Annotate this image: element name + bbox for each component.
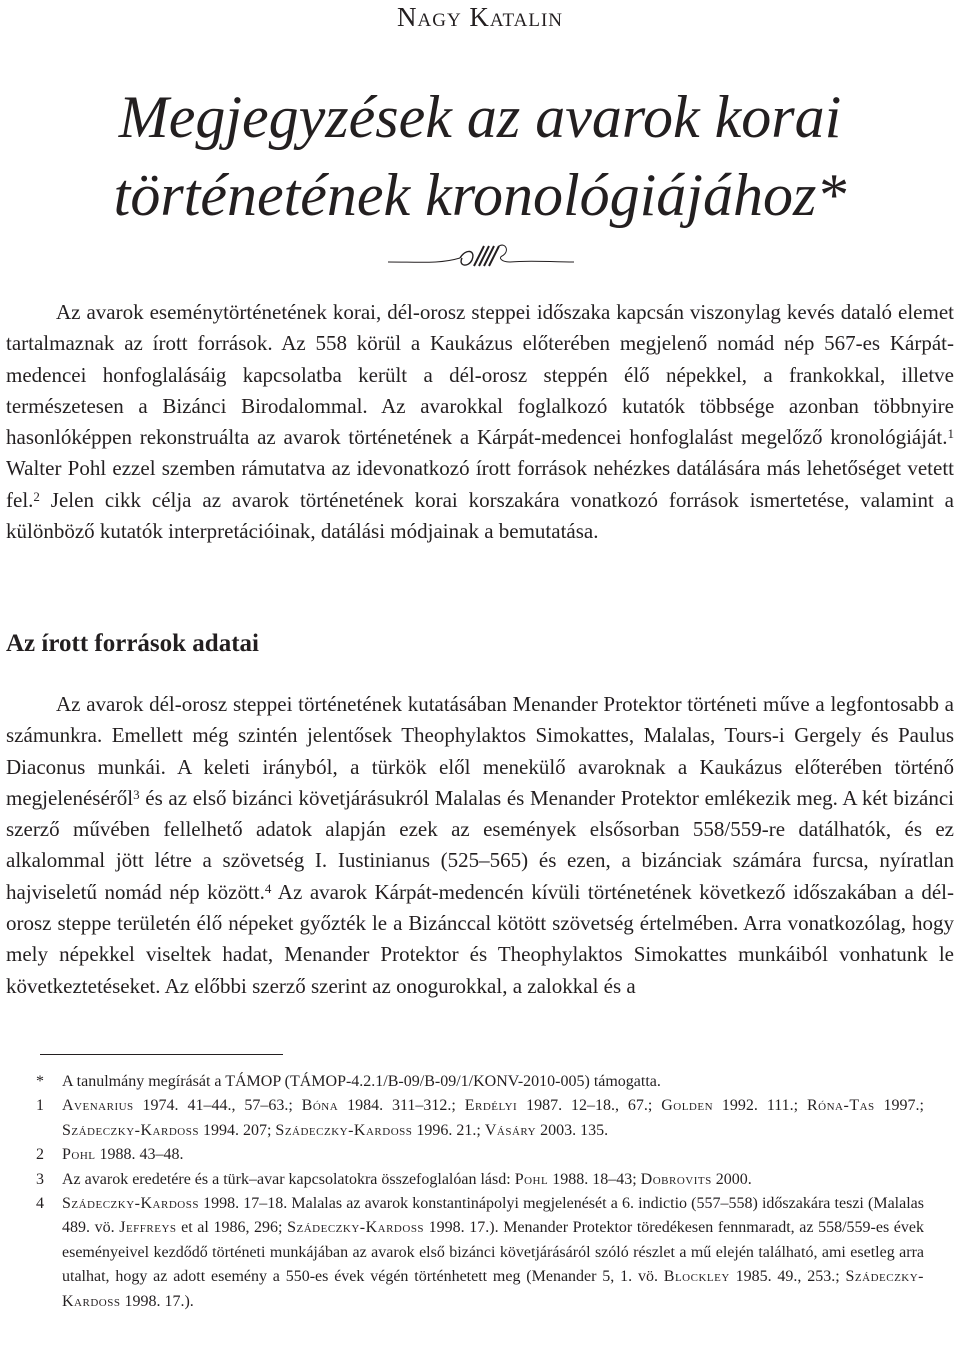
footnote-fragment: 1992. 111.; (713, 1097, 807, 1115)
author-citation: Szádeczky-Kardoss (62, 1121, 199, 1139)
intro-text-b: Walter Pohl ezzel szemben rámutatva az idevonatkozó írott források nehézkes datálására más lehetőséget vetett fel. (6, 456, 954, 512)
section-heading: Az írott források adatai (6, 630, 259, 657)
footnote-text (62, 1143, 924, 1167)
footnote-mark: 2 (36, 1146, 44, 1164)
footnote-mark: 4 (36, 1195, 44, 1213)
author-citation: Dobrovits (640, 1170, 712, 1188)
footnote-fragment: 1988. 18–43; (548, 1170, 641, 1188)
footnote-fragment: 2000. (711, 1170, 752, 1188)
footnote-divider (40, 1054, 283, 1055)
author-citation: Erdélyi (464, 1097, 518, 1115)
footnote-mark: * (36, 1073, 44, 1090)
author-citation: Szádeczky-Kardoss (287, 1219, 425, 1237)
intro-text-a: Az avarok eseménytörténetének korai, dél-orosz steppei időszaka kapcsán viszonylag kevés dataló elemet tartalmaznak az írott források. Az 558 körül a Kaukázus előterében megjelenő nomád nép 567-es Kárpát-medencei honfoglalásáig kapcsolatba került a dél-orosz steppén élő népekkel, a frankokkal, illetve természetesen a Bizánci Birodalommal. Az avarokkal foglalkozó kutatók többsége azonban többnyire hasonlóképpen rekonstruálta az avarok történetének a Kárpát-medencei honfoglalást megelőző kronológiáját. (6, 300, 954, 450)
footnote-fragment: 1994. 207; (198, 1121, 276, 1139)
footnote-text (62, 1192, 924, 1314)
footnote-ref-2[interactable]: 2 (33, 488, 40, 504)
footnote-fragment: 1998. 17–18. Malalas az avarok konstantinápolyi megjelenését a 6. indictio (557–558) időszakára teszi (Malalas 489. vö. (62, 1195, 924, 1237)
footnote-fragment: A tanulmány megírását a TÁMOP (TÁMOP-4.2.1/B-09/B-09/1/KONV-2010-005) támogatta. (62, 1073, 661, 1090)
intro-text-c: Jelen cikk célja az avarok történetének korai korszakára vonatkozó források ismertetése, valamint a különböző kutatók interpretációinak, datálási módjainak a bemutatása. (6, 487, 954, 544)
footnote-fragment: 2003. 135. (536, 1121, 609, 1139)
running-head-author: Nagy Katalin (397, 2, 563, 32)
footnote-item (36, 1070, 924, 1094)
author-citation: Blockley (663, 1268, 730, 1286)
footnote-fragment: Az avarok eredetére és a türk–avar kapcsolatokra összefoglalóan lásd: (62, 1170, 515, 1188)
footnote-fragment: 1984. 311–312.; (338, 1097, 465, 1115)
footnote-item (36, 1168, 924, 1192)
footnotes-block (36, 1070, 924, 1314)
article-title (0, 78, 960, 234)
author-citation: Pohl (514, 1170, 549, 1188)
author-citation: Szádeczky-Kardoss (62, 1195, 199, 1213)
author-citation: Vásáry (484, 1121, 537, 1139)
section-text-b: és az első bizánci követjárásukról Malalas és Menander Protektor emlékezik meg. A két bizánci szerző művében fellelhető adatok alapján ezek az események elsősorban 558/559-re datálhatók, és ez alkalommal jött létre a szövetség I. Iustinianus (525–565) és ezen, a bizánciak számára furcsa, nyíratlan hajviseletű nomád nép között. (6, 785, 954, 904)
footnote-fragment: 1998. 17.). Menander Protektor töredékesen fennmaradt, az 558/559-es évek eseményeivel kezdődő történeti munkájában az avarok első bizánci követjárásáról szóló részlet a mű elején található, ami esetleg arra utalhat, hogy az adott esemény a 550-es évek végén történhetett meg (Menander 5, 1. vö. (62, 1219, 925, 1286)
author-citation: Bóna (301, 1097, 339, 1115)
section-text-a: Az avarok dél-orosz steppei történetének kutatásában Menander Protektor történeti műve a legfontosabb a számunkra. Emellett még szintén jelentősek Theophylaktos Simokattes, Malalas, Tours-i Gergely és Paulus Diaconus munkái. A keleti irányból, a türkök elől menekülő avaroknak a Kaukázus előterében történő megjelenéséről (6, 692, 954, 810)
footnote-fragment: 1996. 21.; (412, 1121, 485, 1139)
footnote-item (36, 1094, 924, 1143)
footnote-fragment: 1974. 41–44., 57–63.; (133, 1097, 302, 1115)
author-citation: Szádeczky-Kardoss (275, 1121, 413, 1139)
footnote-fragment: 1998. 17.). (120, 1292, 194, 1310)
title-line-2: történetének kronológiájához* (113, 162, 847, 228)
footnote-fragment: 1987. 12–18., 67.; (517, 1097, 662, 1115)
footnote-item (36, 1192, 924, 1314)
footnote-fragment: 1988. 43–48. (95, 1146, 184, 1164)
intro-paragraph (6, 297, 954, 547)
footnote-mark: 3 (36, 1170, 44, 1188)
footnote-fragment: 1997.; (874, 1097, 924, 1115)
author-citation: Szádeczky-Kardoss (62, 1268, 925, 1310)
footnote-ref-1[interactable]: 1 (947, 426, 954, 442)
author-citation: Jeffreys (119, 1219, 177, 1237)
footnote-fragment: 1985. 49., 253.; (729, 1268, 846, 1286)
footnote-ref-3[interactable]: 3 (133, 786, 140, 802)
author-citation: Golden (661, 1097, 714, 1115)
footnote-fragment: et al 1986, 296; (176, 1219, 288, 1237)
footnote-text (62, 1070, 924, 1094)
footnote-mark: 1 (36, 1097, 44, 1115)
footnote-text (62, 1094, 924, 1143)
author-citation: Pohl (62, 1146, 96, 1164)
footnote-item (36, 1143, 924, 1167)
section-paragraph (6, 689, 954, 1002)
title-line-1: Megjegyzések az avarok korai (118, 84, 842, 150)
flourish-ornament-icon (380, 238, 580, 278)
footnote-ref-4[interactable]: 4 (264, 880, 272, 896)
footnote-text (62, 1168, 924, 1192)
section-text-c: Az avarok Kárpát-medencén kívüli történetének következő időszakában a dél-orosz steppe területén élő népeket győzték le a Bizánccal kötött szövetség értelmében. Arra vonatkozólag, hogy mely népekkel viseltek hadat, Menander Protektor és Theophylaktos Simokattes munkáiból vonhatunk le következtetéseket. Az előbbi szerző szerint az onogurokkal, a zalokkal és a (6, 879, 954, 998)
author-citation: Avenarius (62, 1097, 134, 1115)
author-citation: Róna-Tas (806, 1097, 875, 1115)
